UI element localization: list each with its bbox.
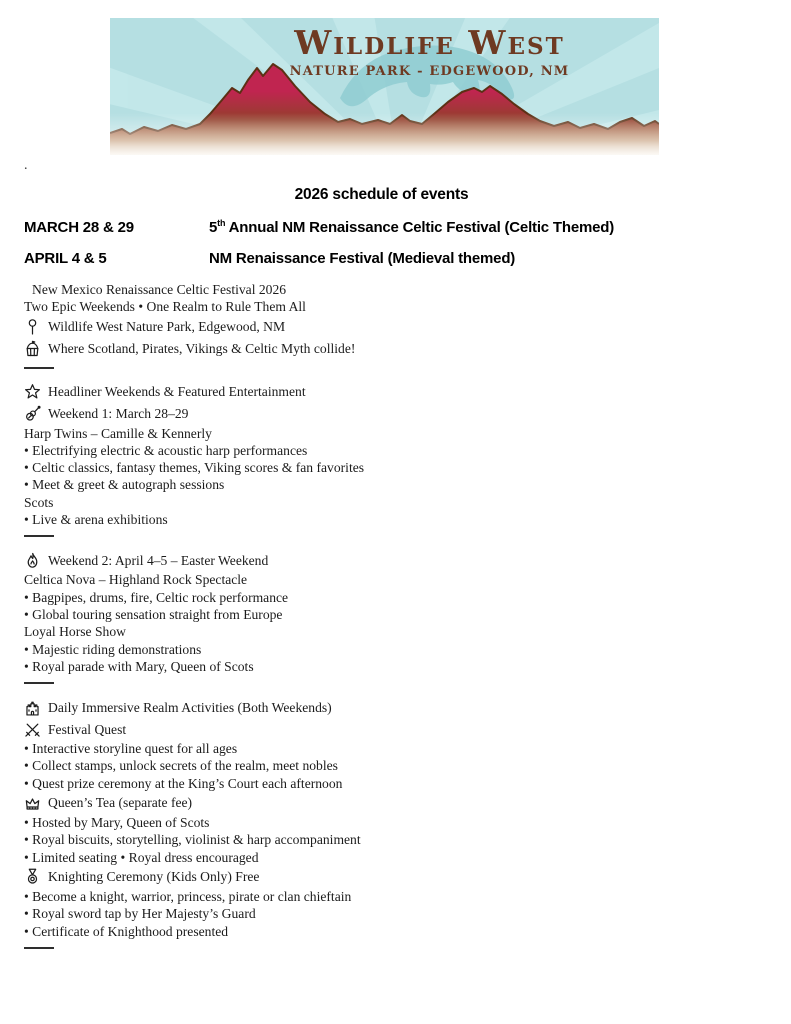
line-text: Wildlife West Nature Park, Edgewood, NM (48, 318, 286, 334)
event-text: NM Renaissance Festival (Medieval themed) (209, 250, 516, 267)
line-text: • Interactive storyline quest for all ages (24, 741, 238, 757)
crown-icon (24, 795, 41, 812)
section-divider (24, 682, 54, 684)
icon-line (24, 718, 739, 740)
violin-icon (24, 405, 41, 422)
leading-period: . (24, 158, 28, 173)
line-text: • Limited seating • Royal dress encouraged (24, 849, 259, 865)
line-text: Where Scotland, Pirates, Vikings & Celtic Myth collide! (48, 340, 356, 356)
schedule-row (24, 219, 739, 236)
schedule-date: APRIL 4 & 5 (24, 250, 107, 267)
event-superscript: th (217, 218, 226, 228)
line-text: • Certificate of Knighthood presented (24, 923, 229, 939)
line-text: • Become a knight, warrior, princess, pirate or clan chieftain (24, 888, 352, 904)
line-text: • Royal biscuits, storytelling, violinist & harp accompaniment (24, 832, 361, 848)
icon-line (24, 316, 739, 338)
section-divider (24, 367, 54, 369)
text-line (24, 425, 739, 442)
line-text: • Electrifying electric & acoustic harp performances (24, 442, 308, 458)
text-line (24, 775, 739, 792)
line-text: • Celtic classics, fantasy themes, Viking scores & fan favorites (24, 460, 365, 476)
line-text: Loyal Horse Show (24, 624, 126, 640)
icon-line (24, 549, 739, 571)
line-text: Scots (24, 494, 54, 510)
text-line (24, 658, 739, 675)
line-text: Weekend 1: March 28–29 (48, 405, 189, 421)
document-body (24, 186, 739, 961)
text-line (24, 298, 739, 315)
text-line (24, 641, 739, 658)
text-line (24, 571, 739, 588)
crossed-swords-icon (24, 721, 41, 738)
icon-line (24, 792, 739, 814)
line-text: Queen’s Tea (separate fee) (48, 795, 193, 811)
park-title: Wildlife West (294, 23, 565, 62)
text-line (24, 849, 739, 866)
text-line (24, 459, 739, 476)
icon-line (24, 866, 739, 888)
line-text: • Royal sword tap by Her Majesty’s Guard (24, 906, 256, 922)
star-icon (24, 383, 41, 400)
line-text: Daily Immersive Realm Activities (Both Weekends) (48, 699, 332, 715)
line-text: • Hosted by Mary, Queen of Scots (24, 815, 210, 831)
event-text: Annual NM Renaissance Celtic Festival (Celtic Themed) (225, 219, 615, 236)
schedule-row (24, 250, 739, 267)
section-divider (24, 947, 54, 949)
section-divider (24, 535, 54, 537)
line-text: Headliner Weekends & Featured Entertainment (48, 383, 306, 399)
text-line (24, 442, 739, 459)
details-list (24, 281, 739, 949)
text-line (24, 888, 739, 905)
line-text: New Mexico Renaissance Celtic Festival 2026 (32, 282, 287, 297)
text-line (24, 814, 739, 831)
icon-line (24, 403, 739, 425)
line-text: • Collect stamps, unlock secrets of the realm, meet nobles (24, 758, 338, 774)
icon-line (24, 381, 739, 403)
schedule-event (209, 219, 739, 236)
line-text: • Global touring sensation straight from Europe (24, 606, 283, 622)
text-line (24, 757, 739, 774)
icon-line (24, 338, 739, 360)
medal-icon (24, 868, 41, 885)
line-text: Celtica Nova – Highland Rock Spectacle (24, 572, 248, 588)
schedule-heading: 2026 schedule of events (294, 186, 469, 203)
text-line (24, 494, 739, 511)
park-subtitle: NATURE PARK - EDGEWOOD, NM (289, 64, 570, 79)
text-line (24, 831, 739, 848)
line-text: Harp Twins – Camille & Kennerly (24, 425, 212, 441)
schedule-event (209, 250, 739, 267)
line-text: Knighting Ceremony (Kids Only) Free (48, 869, 260, 885)
line-text: • Majestic riding demonstrations (24, 641, 202, 657)
text-line (24, 606, 739, 623)
banner-bottom-fade (110, 113, 659, 155)
line-text: • Royal parade with Mary, Queen of Scots (24, 658, 254, 674)
event-text: 5 (209, 219, 218, 236)
festival-tent-icon (24, 340, 41, 357)
fire-icon (24, 552, 41, 569)
location-pin-icon (24, 318, 41, 335)
line-text: Weekend 2: April 4–5 – Easter Weekend (48, 552, 269, 568)
line-text: • Live & arena exhibitions (24, 512, 168, 528)
line-text: Two Epic Weekends • One Realm to Rule Them All (24, 299, 306, 315)
banner (110, 18, 659, 155)
line-text: • Meet & greet & autograph sessions (24, 477, 225, 493)
line-text: • Bagpipes, drums, fire, Celtic rock performance (24, 589, 289, 605)
text-line (24, 623, 739, 640)
text-line (24, 923, 739, 940)
line-text: Festival Quest (48, 721, 127, 737)
line-text: • Quest prize ceremony at the King’s Court each afternoon (24, 775, 343, 791)
castle-icon (24, 699, 41, 716)
text-line (24, 905, 739, 922)
text-line (24, 740, 739, 757)
text-line (24, 281, 739, 298)
icon-line (24, 696, 739, 718)
text-line (24, 511, 739, 528)
schedule-date: MARCH 28 & 29 (24, 219, 134, 236)
text-line (24, 589, 739, 606)
text-line (24, 476, 739, 493)
